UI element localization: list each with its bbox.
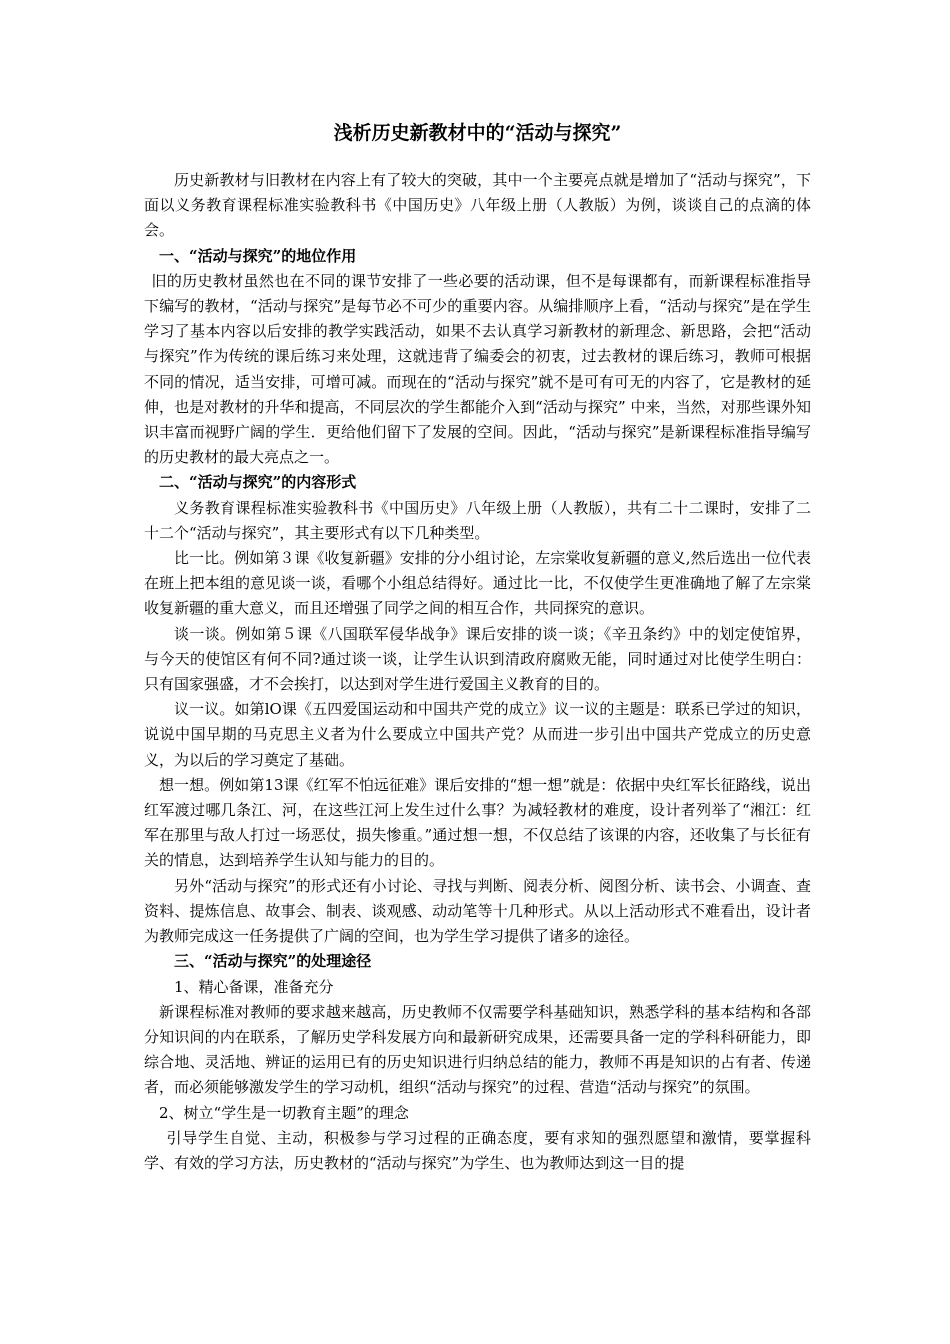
body-paragraph: 旧的历史教材虽然也在不同的课节安排了一些必要的活动课，但不是每课都有，而新课程标准指导下编写的教材，“活动与探究”是每节必不可少的重要内容。从编排顺序上看，“活动与探究”是在学生学习了基本内容以后安排的教学实践活动，如果不去认真学习新教材的新理念、新思路，会把“活动与探究”作为传统的课后练习来处理，这就违背了编委会的初衷，过去教材的课后练习，教师可根据不同的情况，适当安排，可增可减。而现在的“活动与探究”就不是可有可无的内容了，它是教材的延伸，也是对教材的升华和提高，不同层次的学生都能介入到“活动与探究” 中来，当然，对那些课外知识丰富而视野广阔的学生．更给他们留下了发展的空间。因此，“活动与探究”是新课程标准指导编写的历史教材的最大亮点之一。 [144,271,811,467]
document-title: 浅析历史新教材中的“活动与探究” [333,122,622,144]
body-paragraph: 比一比。例如第３课《收复新疆》安排的分小组讨论，左宗棠收复新疆的意义,然后选出一位代表在班上把本组的意见谈一谈，看哪个小组总结得好。通过比一比，不仅使学生更准确地了解了左宗棠收复新疆的重大意义，而且还增强了同学之间的相互合作，共同探究的意识。 [144,549,811,618]
section-heading-2: 二、“活动与探究”的内容形式 [159,473,357,492]
section-heading-1: 一、“活动与探究”的地位作用 [159,246,357,265]
body-paragraph: 新课程标准对教师的要求越来越高，历史教师不仅需要学科基础知识，熟悉学科的基本结构和各部分知识间的内在联系，了解历史学科发展方向和最新研究成果，还需要具备一定的学科科研能力，即综合地、灵活地、辨证的运用已有的历史知识进行归纳总结的能力，教师不再是知识的占有者、传递者，而必须能够激发学生的学习动机，组织“活动与探究”的过程、营造“活动与探究”的氛围。 [144,1002,811,1097]
sub-heading-2: 2、树立“学生是一切教育主题”的理念 [159,1103,409,1122]
intro-paragraph: 历史新教材与旧教材在内容上有了较大的突破，其中一个主要亮点就是增加了“活动与探究”，下面以义务教育课程标准实验教科书《中国历史》八年级上册（人教版）为例，谈谈自己的点滴的体会。 [144,171,811,240]
section-heading-3: 三、“活动与探究”的处理途径 [174,952,372,971]
body-paragraph: 另外“活动与探究”的形式还有小讨论、寻找与判断、阅表分析、阅图分析、读书会、小调查、查资料、提炼信息、故事会、制表、谈观感、动动笔等十几种形式。从以上活动形式不难看出，设计者为教师完成这一任务提供了广阔的空间，也为学生学习提供了诸多的途径。 [144,876,811,946]
body-paragraph: 引导学生自觉、主动，积极参与学习过程的正确态度，要有求知的强烈愿望和激情，要掌握科学、有效的学习方法，历史教材的“活动与探究”为学生、也为教师达到这一目的提 [144,1128,811,1172]
body-paragraph: 谈一谈。例如第５课《八国联军侵华战争》课后安排的谈一谈；《辛丑条约》中的划定使馆界，与今天的使馆区有何不同?通过谈一谈，让学生认识到清政府腐败无能，同时通过对比使学生明白：只有国家强盛，才不会挨打，以达到对学生进行爱国主义教育的目的。 [144,624,811,694]
body-paragraph: 议一议。如第lO课《五四爱国运动和中国共产党的成立》议一议的主题是：联系已学过的知识，说说中国早期的马克思主义者为什么要成立中国共产党？从而进一步引出中国共产党成立的历史意义，为以后的学习奠定了基础。 [144,700,811,769]
sub-heading-1: 1、精心备课，准备充分 [174,977,334,996]
body-paragraph: 想一想。例如第13课《红军不怕远征难》课后安排的“想一想”就是：依据中央红军长征路线，说出红军渡过哪几条江、河，在这些江河上发生过什么事？为减轻教材的难度，设计者列举了“湘江：红军在那里与敌人打过一场恶仗，损失惨重。”通过想一想，不仅总结了该课的内容，还收集了与长征有关的情息，达到培养学生认知与能力的目的。 [144,775,811,870]
document-page [144,118,811,1176]
body-paragraph: 义务教育课程标准实验教科书《中国历史》八年级上册（人教版），共有二十二课时，安排了二十二个“活动与探究”，其主要形式有以下几种类型。 [144,498,811,542]
